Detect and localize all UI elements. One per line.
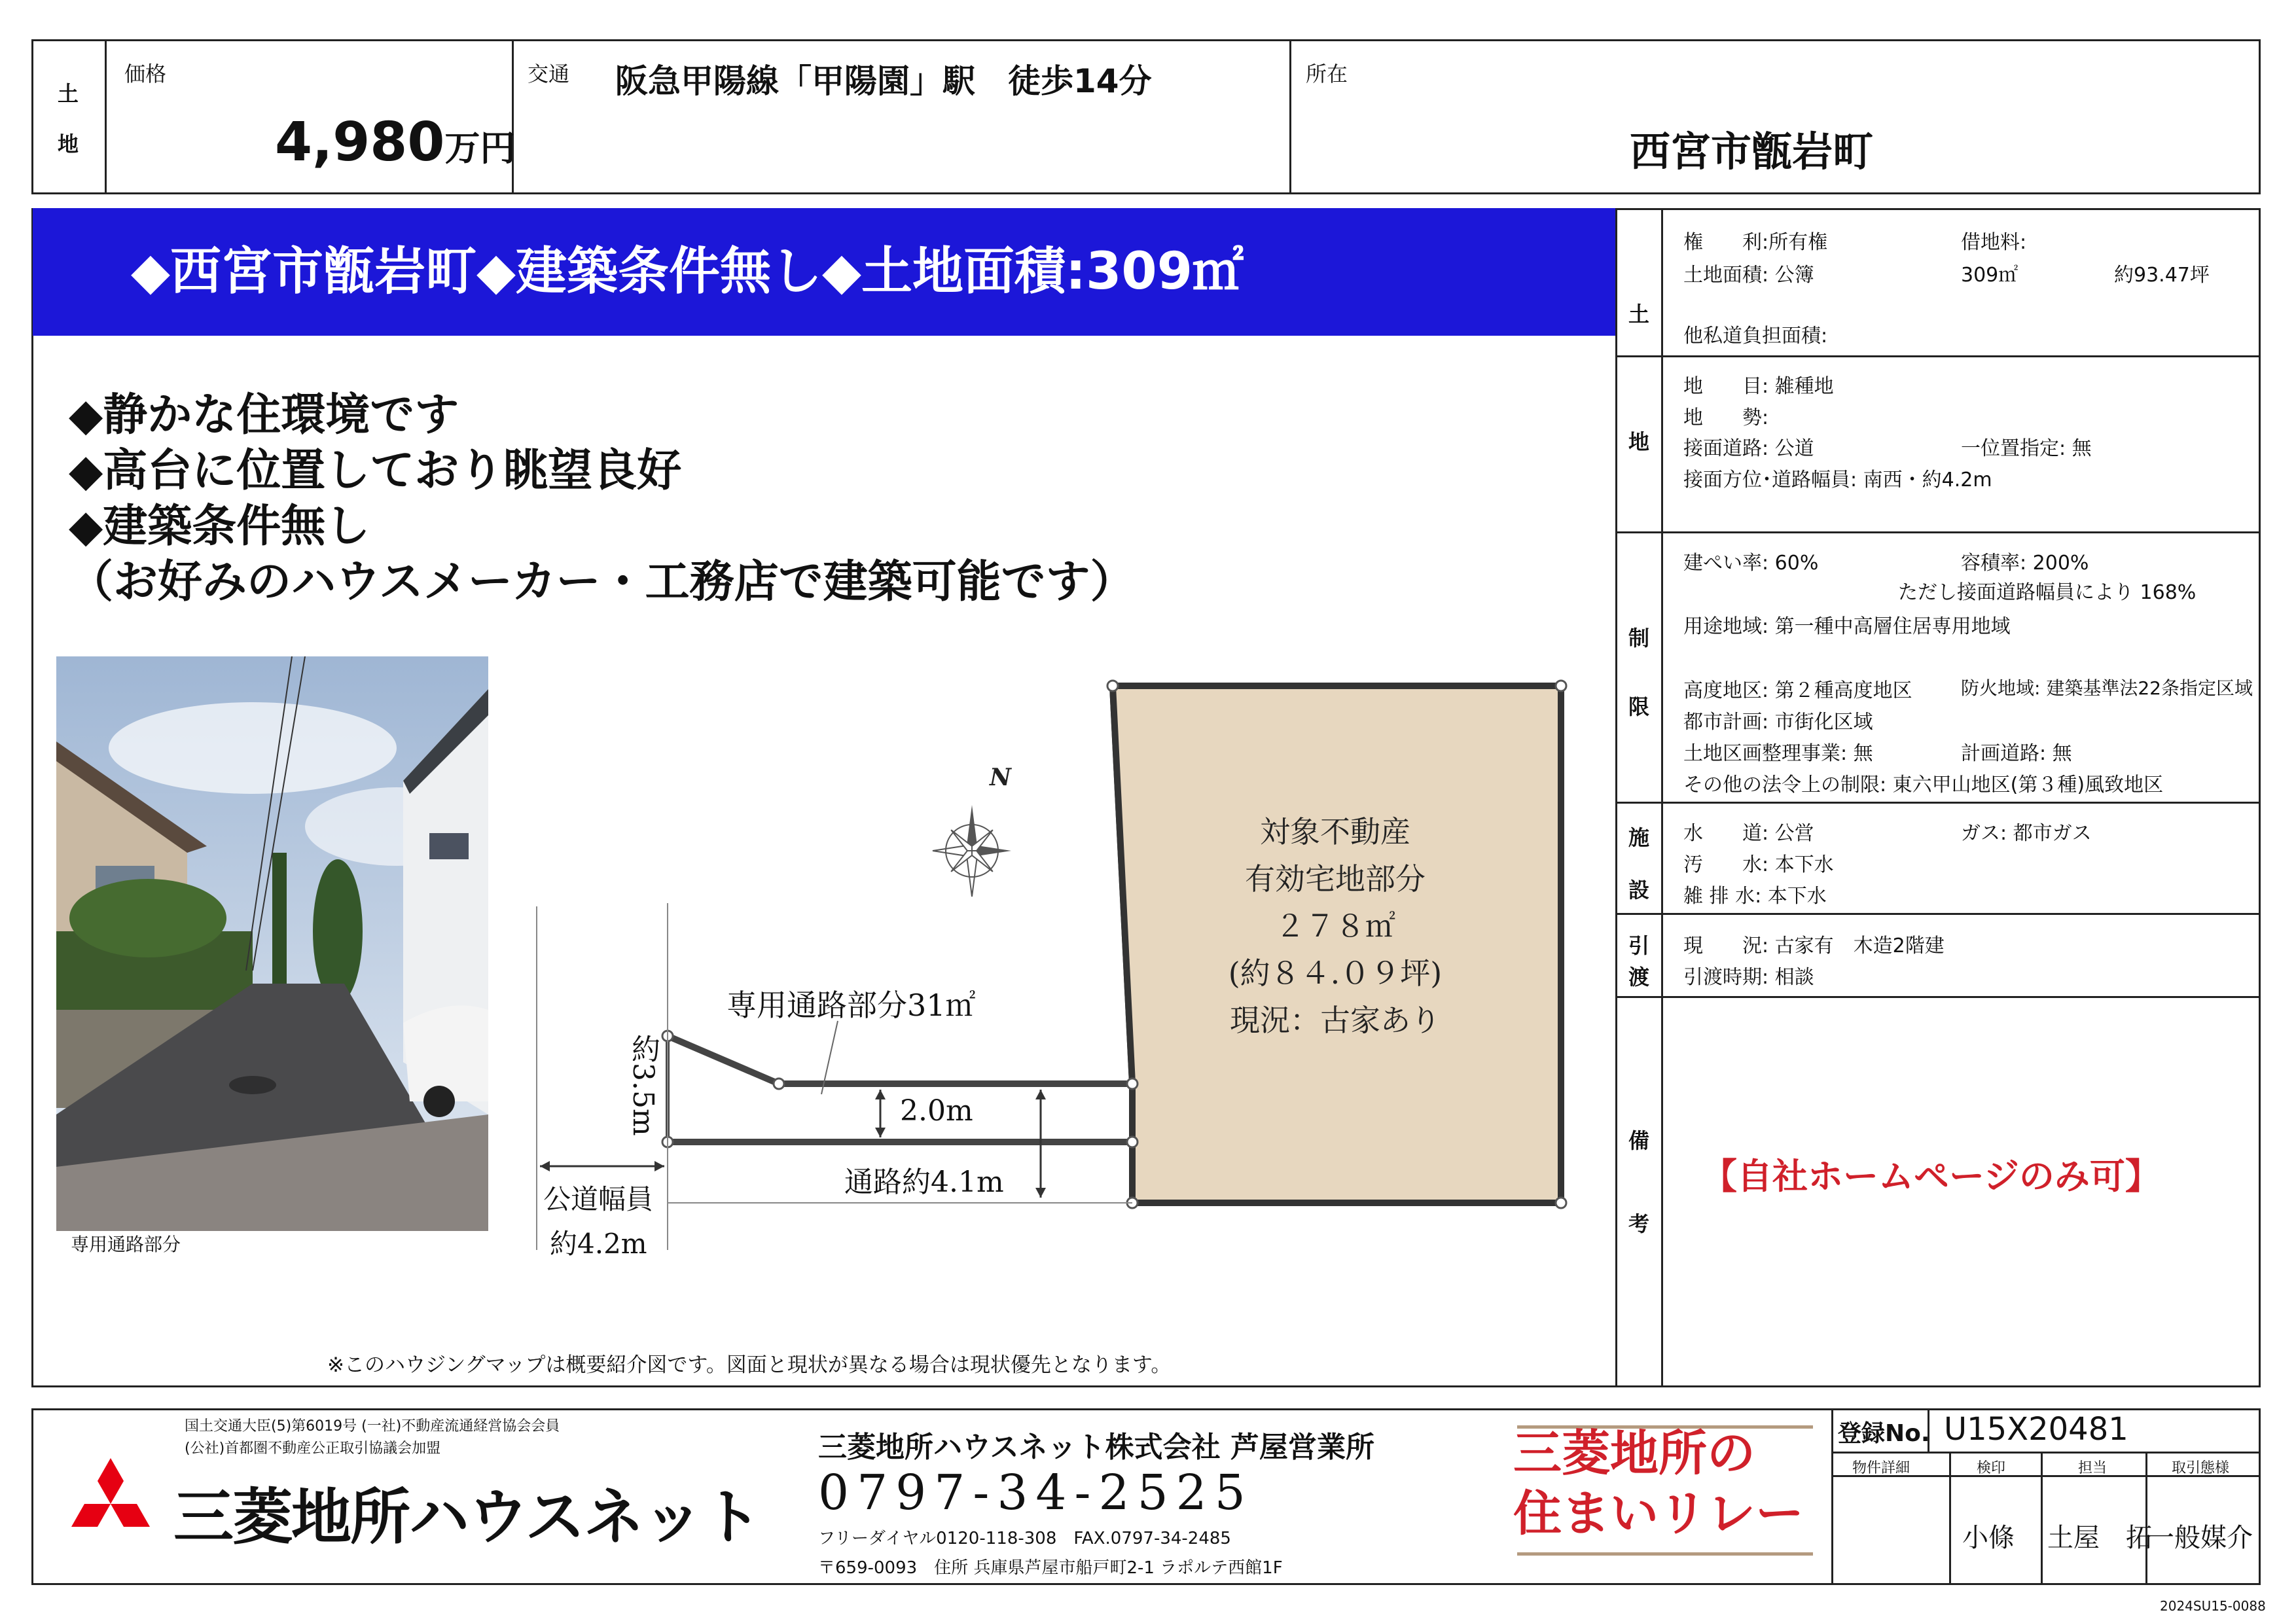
area-basis: 公簿 (1774, 264, 1814, 287)
status-label: 現 況: (1683, 935, 1769, 957)
handover-label: 引渡時期: (1683, 966, 1769, 989)
detail-side-remarks-2: 考 (1628, 1211, 1650, 1236)
license-line-2: (公社)首都圏不動産公正取引協議会加盟 (185, 1440, 441, 1457)
detail-side-restrict-1: 制 (1628, 626, 1650, 651)
feature-2: ◆高台に位置しており眺望良好 (69, 445, 682, 497)
water-value: 公営 (1774, 822, 1814, 845)
drain-label: 雑 排 水: (1683, 885, 1762, 908)
seal-value: 小條 (1962, 1523, 2015, 1553)
coverage-value: 60% (1774, 552, 1819, 575)
far-value: 200% (2032, 552, 2089, 575)
location-label: 所在 (1306, 62, 1348, 86)
access-label: 交通 (528, 62, 570, 86)
height-label: 高度地区: (1683, 679, 1769, 702)
street-photo (56, 656, 488, 1231)
private-path (668, 1036, 1132, 1084)
access-value: 阪急甲陽線「甲陽園」駅 徒歩14分 (615, 62, 1152, 100)
height-row (1683, 674, 1912, 703)
north-label: N (990, 764, 1011, 791)
rights-label: 権 利: (1683, 231, 1769, 254)
city-plan-value: 市街化区域 (1774, 711, 1873, 734)
planned-road-row (1961, 737, 2072, 766)
land-side-label-1: 土 (58, 81, 79, 106)
detail-side-remarks-1: 備 (1628, 1128, 1650, 1153)
company-freedial: フリーダイヤル0120-118-308 FAX.0797-34-2485 (818, 1529, 1231, 1548)
relay-line-2: 住まいリレー (1513, 1486, 1804, 1542)
height-value: 第２種高度地区 (1774, 679, 1912, 702)
gas-label: ガス: (1961, 822, 2007, 845)
three-diamonds-logo-icon (62, 1458, 160, 1543)
coverage-label: 建ぺい率: (1683, 552, 1769, 575)
feature-4: （お好みのハウスメーカー・工務店で建築可能です） (69, 556, 1135, 608)
water-row (1683, 817, 1814, 846)
gas-value: 都市ガス (2013, 822, 2092, 845)
private-path-label: 専用通路部分31㎡ (726, 988, 976, 1023)
readjust-row (1683, 737, 1873, 766)
lot-line-5: 現況：古家あり (1230, 1003, 1441, 1038)
designation-row (1961, 432, 2092, 461)
area-tsubo: 約93.47坪 (2114, 264, 2210, 287)
city-plan-label: 都市計画: (1683, 711, 1769, 734)
doc-code: 2024SU15-0088 (2160, 1598, 2266, 1614)
feature-3: ◆建築条件無し (69, 501, 370, 552)
readjust-label: 土地区画整理事業: (1683, 742, 1848, 765)
lot-label (1191, 808, 1479, 1044)
zoning-value: 第一種中高層住居専用地域 (1774, 615, 2011, 638)
path-width-label: 2.0m (900, 1094, 973, 1128)
reg-label: 登録No. (1838, 1420, 1930, 1447)
sumai-relay-logo (1513, 1423, 1816, 1544)
fire-label: 防火地域: (1961, 677, 2041, 699)
relay-line-1: 三菱地所の (1513, 1425, 1755, 1482)
water-label: 水 道: (1683, 822, 1769, 845)
title-banner: ◆西宮市甑岩町◆建築条件無し◆土地面積:309㎡ (33, 208, 1615, 336)
status-value: 古家有 木造2階建 (1774, 935, 1945, 957)
road-width-label: 公道幅員 (543, 1183, 654, 1215)
col-detail: 物件詳細 (1852, 1460, 1910, 1476)
type-value: 一般媒介 (2148, 1523, 2253, 1553)
land-side-label-2: 地 (58, 132, 79, 156)
photo-caption: 専用通路部分 (71, 1234, 181, 1255)
brand-name: 三菱地所ハウスネット (173, 1482, 761, 1552)
company-address: 〒659-0093 住所 兵庫県芦屋市船戸町2-1 ラポルテ西館1F (818, 1558, 1283, 1578)
readjust-value: 無 (1853, 742, 1873, 765)
price-unit: 万円 (444, 128, 516, 169)
sewage-label: 汚 水: (1683, 853, 1769, 876)
direction-value: 南西・約4.2m (1863, 469, 1992, 491)
drain-value: 本下水 (1767, 885, 1827, 908)
other-label: その他の法令上の制限: (1683, 774, 1887, 796)
lease-label: 借地料: (1961, 231, 2027, 254)
sewage-value: 本下水 (1774, 853, 1834, 876)
direction-label: 接面方位･道路幅員: (1683, 469, 1857, 491)
price-number: 4,980 (275, 111, 445, 173)
staff-value: 土屋 拓 (2047, 1523, 2152, 1553)
col-staff: 担当 (2078, 1460, 2108, 1476)
feature-1: ◆静かな住環境です (69, 389, 459, 441)
fire-row (1961, 674, 2253, 700)
sewage-row (1683, 848, 1834, 877)
chisei-label: 地 勢: (1683, 406, 1769, 429)
lot-line-3: ２７８㎡ (1275, 908, 1395, 944)
road-value: 公道 (1774, 437, 1814, 460)
planned-road-label: 計画道路: (1961, 742, 2047, 765)
remarks-value: 【自社ホームページのみ可】 (1702, 1155, 2161, 1197)
road-width-value: 約4.2m (550, 1228, 647, 1260)
location-value: 西宮市甑岩町 (1630, 128, 1874, 175)
license-line-1: 国土交通大臣(5)第6019号 (一社)不動産流通経営協会会員 (185, 1418, 560, 1435)
designation-value: 無 (2072, 437, 2092, 460)
detail-side-facility-2: 設 (1628, 878, 1650, 902)
col-type: 取引態様 (2172, 1460, 2230, 1476)
detail-side-restrict-2: 限 (1628, 694, 1650, 719)
detail-side-land-2: 地 (1628, 429, 1650, 454)
road-row (1683, 432, 1814, 461)
price-label: 価格 (124, 62, 167, 86)
approx-width-label: 約3.5m (626, 1034, 660, 1136)
zoning-label: 用途地域: (1683, 615, 1769, 638)
planned-road-value: 無 (2052, 742, 2072, 765)
rights-row (1683, 226, 1827, 255)
far-row (1961, 546, 2089, 575)
col-seal: 検印 (1977, 1460, 2006, 1476)
city-plan-row (1683, 705, 1873, 734)
other-row (1683, 768, 2163, 797)
handover-value: 相談 (1774, 966, 1814, 989)
status-row (1683, 929, 1945, 958)
passage-label: 通路約4.1m (844, 1166, 1004, 1199)
lot-line-2: 有効宅地部分 (1245, 861, 1426, 897)
compass-icon (930, 805, 1013, 897)
reg-value: U15X20481 (1944, 1411, 2128, 1448)
area-label: 土地面積: (1683, 264, 1769, 287)
road-label: 接面道路: (1683, 437, 1769, 460)
other-value: 東六甲山地区(第３種)風致地区 (1892, 774, 2164, 796)
gas-row (1961, 817, 2092, 846)
company-name: 三菱地所ハウスネット株式会社 芦屋営業所 (818, 1431, 1374, 1464)
rights-value: 所有権 (1768, 231, 1828, 254)
detail-side-handover-1: 引 (1628, 933, 1650, 958)
drain-row (1683, 880, 1827, 908)
lot-line-4: (約８４.０９坪) (1228, 955, 1443, 991)
direction-row (1683, 463, 1992, 492)
detail-side-handover-2: 渡 (1628, 965, 1650, 990)
handover-row (1683, 961, 1814, 990)
detail-side-land-1: 土 (1628, 302, 1650, 327)
area-row (1683, 259, 1814, 287)
chimoku-label: 地 目: (1683, 375, 1769, 398)
designation-label: 一位置指定: (1961, 437, 2066, 460)
far-label: 容積率: (1961, 552, 2027, 575)
fire-value: 建築基準法22条指定区域 (2046, 677, 2253, 699)
map-note: ※このハウジングマップは概要紹介図です。図面と現状が異なる場合は現状優先となります。 (327, 1353, 1172, 1377)
chimoku-row (1683, 370, 1834, 399)
chimoku-value: 雑種地 (1774, 375, 1834, 398)
private-road-label: 他私道負担面積: (1683, 325, 1828, 348)
lot-line-1: 対象不動産 (1260, 814, 1410, 849)
area-sqm: 309㎡ (1961, 264, 2018, 287)
price-value (275, 111, 515, 173)
company-phone[interactable]: 0797-34-2525 (818, 1465, 1253, 1521)
far-note: ただし接面道路幅員により 168% (1898, 581, 2197, 604)
detail-side-facility-1: 施 (1628, 825, 1650, 850)
coverage-row (1683, 546, 1818, 575)
zoning-row (1683, 610, 2011, 639)
